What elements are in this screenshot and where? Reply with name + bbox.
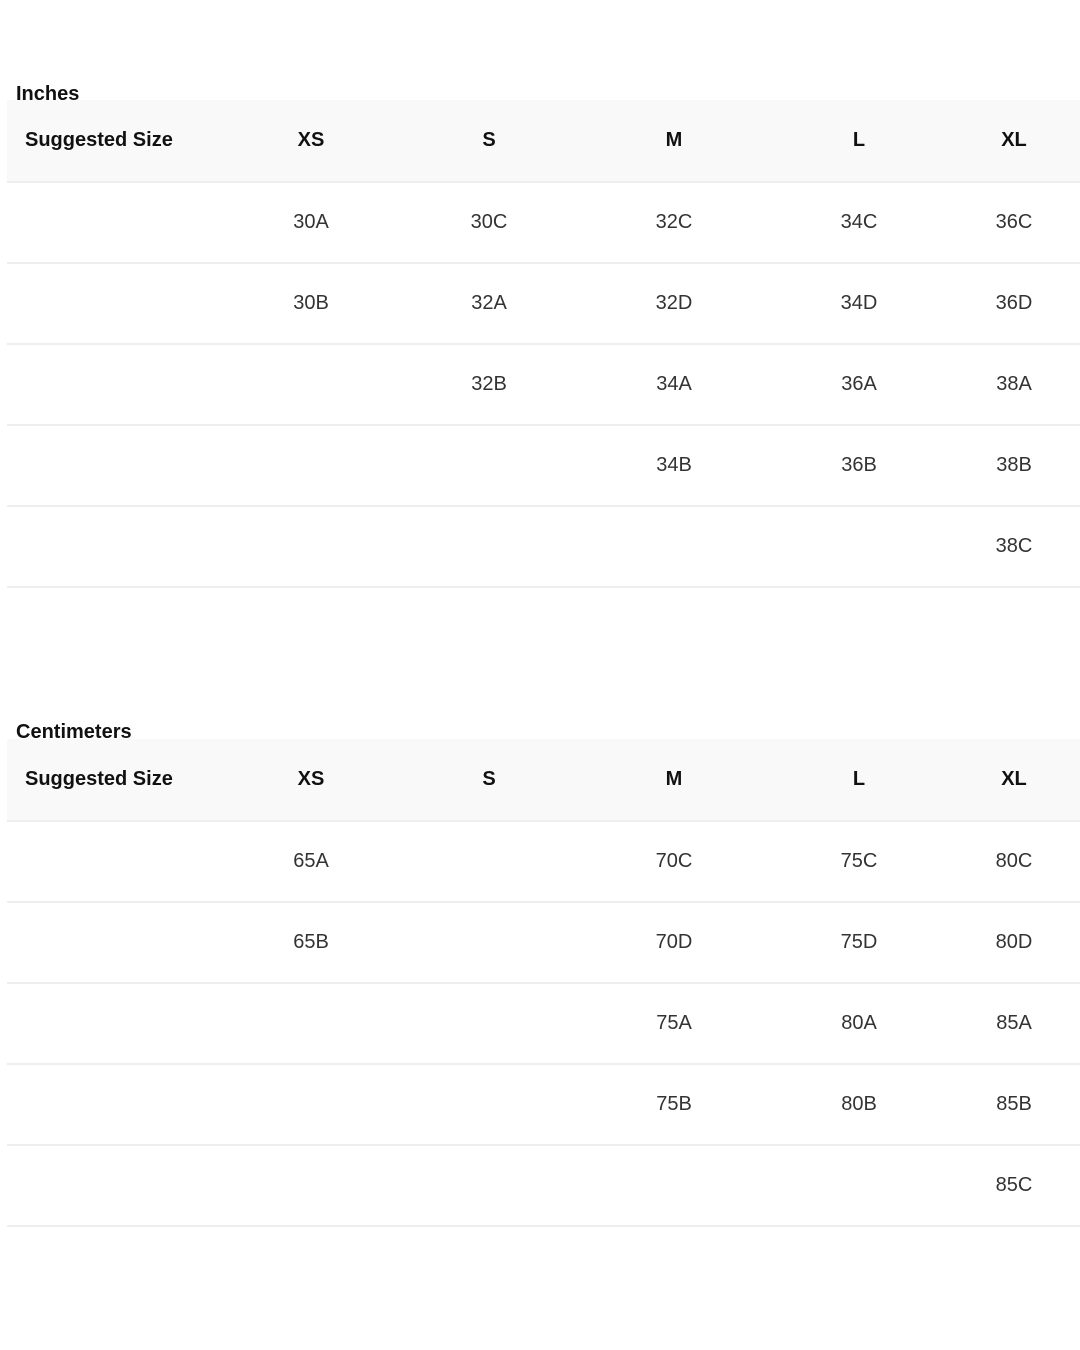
table-cell: 36A bbox=[770, 344, 948, 425]
table-cell bbox=[400, 506, 578, 587]
table-cell bbox=[7, 425, 222, 506]
table-row bbox=[7, 344, 1080, 425]
table-cell: 34C bbox=[770, 182, 948, 263]
table-cell bbox=[400, 983, 578, 1064]
header-l: L bbox=[770, 739, 948, 821]
table-cell bbox=[400, 821, 578, 902]
table-cell: 85C bbox=[948, 1145, 1080, 1226]
table-cell bbox=[400, 425, 578, 506]
table-cell bbox=[222, 344, 400, 425]
table-row bbox=[7, 1145, 1080, 1226]
table-cell: 36D bbox=[948, 263, 1080, 344]
table-cell: 32B bbox=[400, 344, 578, 425]
section-title-inches: Inches bbox=[16, 83, 80, 105]
table-cell: 70C bbox=[578, 821, 770, 902]
table-row bbox=[7, 821, 1080, 902]
table-row bbox=[7, 902, 1080, 983]
table-cell: 38B bbox=[948, 425, 1080, 506]
centimeters-size-table bbox=[7, 739, 1080, 1227]
header-suggested-size: Suggested Size bbox=[7, 100, 222, 182]
table-cell bbox=[400, 902, 578, 983]
section-title-centimeters: Centimeters bbox=[16, 721, 132, 743]
table-cell: 38C bbox=[948, 506, 1080, 587]
table-cell: 30C bbox=[400, 182, 578, 263]
table-cell bbox=[222, 983, 400, 1064]
table-cell bbox=[222, 1064, 400, 1145]
table-cell: 70D bbox=[578, 902, 770, 983]
table-cell bbox=[7, 983, 222, 1064]
table-cell: 80A bbox=[770, 983, 948, 1064]
table-cell: 32C bbox=[578, 182, 770, 263]
table-cell: 75D bbox=[770, 902, 948, 983]
table-row bbox=[7, 1064, 1080, 1145]
table-cell: 32A bbox=[400, 263, 578, 344]
table-cell: 85A bbox=[948, 983, 1080, 1064]
table-cell: 80C bbox=[948, 821, 1080, 902]
header-xs: XS bbox=[222, 739, 400, 821]
table-cell: 32D bbox=[578, 263, 770, 344]
header-l: L bbox=[770, 100, 948, 182]
table-cell bbox=[578, 506, 770, 587]
table-cell: 65A bbox=[222, 821, 400, 902]
table-cell bbox=[7, 821, 222, 902]
table-cell bbox=[222, 425, 400, 506]
table-cell: 80B bbox=[770, 1064, 948, 1145]
table-cell bbox=[7, 1145, 222, 1226]
table-cell: 75C bbox=[770, 821, 948, 902]
table-cell bbox=[7, 182, 222, 263]
table-cell: 34A bbox=[578, 344, 770, 425]
table-cell: 30A bbox=[222, 182, 400, 263]
table-cell: 36B bbox=[770, 425, 948, 506]
table-cell bbox=[770, 506, 948, 587]
table-cell bbox=[7, 263, 222, 344]
table-cell: 85B bbox=[948, 1064, 1080, 1145]
header-xl: XL bbox=[948, 739, 1080, 821]
table-cell bbox=[222, 506, 400, 587]
table-cell: 75B bbox=[578, 1064, 770, 1145]
table-cell: 34D bbox=[770, 263, 948, 344]
table-cell bbox=[7, 1064, 222, 1145]
table-cell: 80D bbox=[948, 902, 1080, 983]
header-suggested-size: Suggested Size bbox=[7, 739, 222, 821]
table-row bbox=[7, 263, 1080, 344]
header-xl: XL bbox=[948, 100, 1080, 182]
table-cell bbox=[7, 344, 222, 425]
table-cell: 30B bbox=[222, 263, 400, 344]
header-m: M bbox=[578, 100, 770, 182]
table-row bbox=[7, 425, 1080, 506]
inches-size-table bbox=[7, 100, 1080, 588]
table-cell bbox=[400, 1145, 578, 1226]
table-cell bbox=[770, 1145, 948, 1226]
table-cell bbox=[222, 1145, 400, 1226]
table-cell: 38A bbox=[948, 344, 1080, 425]
table-cell: 65B bbox=[222, 902, 400, 983]
table-row bbox=[7, 182, 1080, 263]
header-m: M bbox=[578, 739, 770, 821]
header-s: S bbox=[400, 100, 578, 182]
table-row bbox=[7, 983, 1080, 1064]
table-cell bbox=[578, 1145, 770, 1226]
table-cell bbox=[400, 1064, 578, 1145]
header-xs: XS bbox=[222, 100, 400, 182]
table-cell: 34B bbox=[578, 425, 770, 506]
table-row bbox=[7, 506, 1080, 587]
table-cell: 75A bbox=[578, 983, 770, 1064]
table-header-row bbox=[7, 100, 1080, 182]
header-s: S bbox=[400, 739, 578, 821]
table-cell: 36C bbox=[948, 182, 1080, 263]
table-header-row bbox=[7, 739, 1080, 821]
table-cell bbox=[7, 506, 222, 587]
table-cell bbox=[7, 902, 222, 983]
